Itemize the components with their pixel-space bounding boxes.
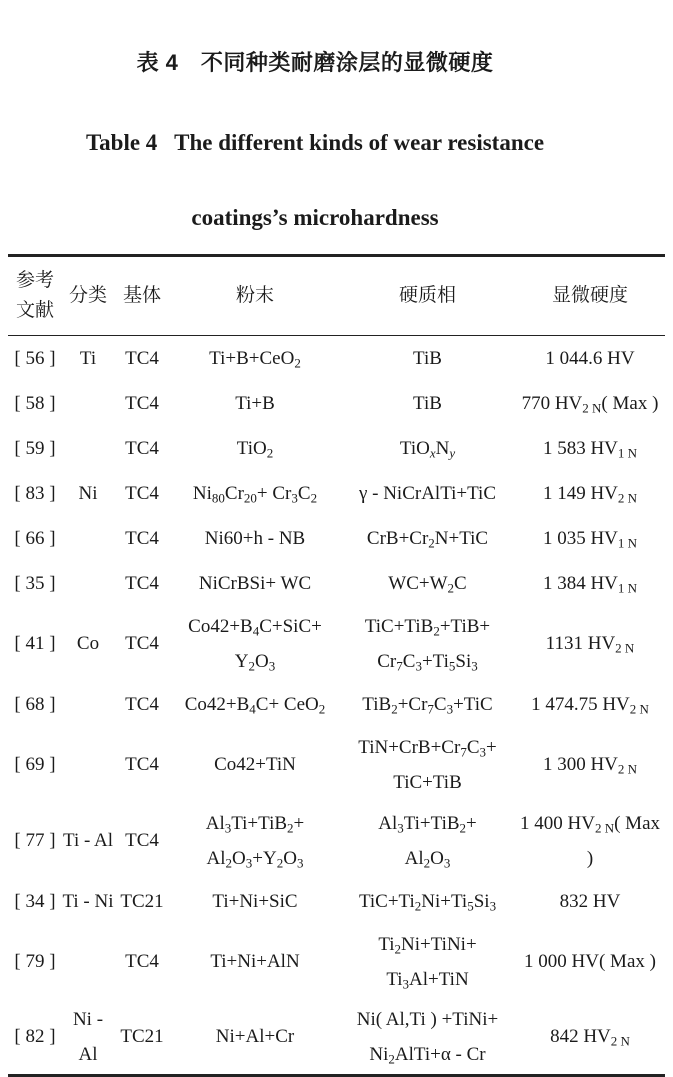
cell-phase: $Al_3Ti+TiB_2+$ $Al_2O_3$ [378,812,477,871]
cell-substrate: TC4 [125,951,159,972]
cell-hardness: 1 000 HV( Max ) [524,951,656,972]
cell-phase: $TiN+CrB+Cr_7C_3+$ TiC+TiB [358,736,497,793]
table-row [8,561,665,606]
cell-substrate: TC21 [120,1026,164,1048]
cell-powder: Ti+Ni+AlN [210,951,300,972]
cell-phase: TiC+TiB$_2$+TiB+ $Cr_7C_3+Ti_5Si_3$ [364,615,491,674]
cell-powder: Ti+Ni+SiC [212,890,298,912]
cell-category [62,516,114,561]
cell-ref: [ 82 ] [14,1026,56,1048]
table-row [8,803,665,879]
cell-hardness: 1 583 $HV_{1 N}$ [542,437,638,461]
cell-hardness: 1131 $HV_{2 N}$ [545,633,635,656]
column-header-4: 硬质相 [398,285,456,306]
cell-powder: Co42+TiN [214,754,296,775]
cell-ref: [ 66 ] [14,527,56,549]
cell-ref: [ 34 ] [14,890,56,912]
cell-powder: $Ni_{80}Cr_{20}+ Cr_3C_2$ [192,482,318,506]
table-title-zh: 表 4 不同种类耐磨涂层的显微硬度 [136,50,494,75]
cell-phase: Ni( Al,Ti ) +TiNi+ $Ni_2AlTi+\alpha - Cr$ [356,1008,499,1067]
cell-substrate: TC4 [125,830,159,851]
cell-ref: [ 41 ] [14,633,56,654]
cell-category [62,426,114,471]
cell-hardness: 770 $HV_{2 N}$( Max ) [521,392,659,416]
cell-ref: [ 69 ] [14,754,56,775]
cell-powder: TiO$_2$ [236,437,274,461]
table-row [8,924,665,1000]
cell-category [62,561,114,606]
table-row [8,516,665,561]
cell-category [62,381,114,426]
table-row [8,381,665,426]
cell-ref: [ 77 ] [14,830,56,851]
cell-category: Ni [78,482,98,504]
cell-powder: $Al_3Ti+TiB_2+$ $Al_2O_3+Y_2O_3$ [205,812,305,871]
cell-substrate: TC21 [120,890,164,912]
table-header-row [8,256,665,336]
cell-phase: $TiO_xN_y$ [399,437,456,461]
cell-substrate: TC4 [125,754,159,775]
cell-ref: [ 83 ] [14,482,56,504]
table-row [8,471,665,516]
cell-category [62,682,114,727]
cell-substrate: TC4 [125,437,159,459]
cell-substrate: TC4 [125,527,159,549]
table-title-en-line1: Table 4 The different kinds of wear resistance [85,130,545,155]
cell-category: Ti [79,347,97,369]
cell-substrate: TC4 [125,392,159,414]
cell-phase: $WC+W_2C$ [388,572,467,596]
cell-phase: TiB [413,392,442,414]
cell-phase: $TiB_2+Cr_7C_3+TiC$ [362,693,493,717]
cell-hardness: 1 474.75 $HV_{2 N}$ [531,693,649,717]
cell-substrate: TC4 [125,633,159,654]
cell-phase: $Ti_2Ni+TiNi+$ $Ti_3Al+TiN$ [378,933,477,992]
table-row [8,606,665,682]
table-row [8,336,665,381]
cell-hardness: 1 035 $HV_{1 N}$ [542,527,638,551]
cell-category [62,924,114,1000]
cell-hardness: 1 044.6 HV [545,347,635,369]
column-header-2: 基体 [122,285,161,306]
cell-phase: $TiC+Ti_2Ni+Ti_5Si_3$ [358,890,497,914]
column-header-3: 粉末 [235,285,274,306]
cell-category [62,727,114,803]
cell-ref: [ 68 ] [14,693,56,715]
cell-powder: $Co42+B_4C+SiC+$ $Y_2O_3$ [188,615,322,674]
column-header-5: 显微硬度 [551,285,628,306]
cell-ref: [ 35 ] [14,572,56,594]
cell-ref: [ 58 ] [14,392,56,414]
cell-category: Ti - Al [63,830,113,851]
cell-ref: [ 56 ] [14,347,56,369]
column-header-0: 参考 文献 [15,270,54,321]
table-row [8,727,665,803]
cell-powder: $Co42+B_4C+ CeO_2$ [184,693,326,717]
cell-ref: [ 79 ] [14,951,56,972]
cell-category: Ni - Al [72,1008,104,1065]
cell-category: Co [76,633,100,654]
cell-hardness: 842 $HV_{2 N}$ [550,1026,630,1049]
cell-category: Ti - Ni [62,890,114,912]
cell-hardness: 832 HV [559,890,621,912]
cell-powder: Ti+B+CeO$_2$ [209,347,301,371]
cell-powder: Ni60+h - NB [204,527,306,549]
table-row [8,879,665,924]
cell-hardness: 1 384 $HV_{1 N}$ [542,572,638,596]
cell-substrate: TC4 [125,482,159,504]
cell-powder: NiCrBSi+ WC [198,572,312,594]
cell-phase: γ - NiCrAlTi+TiC [358,482,497,504]
cell-substrate: TC4 [125,693,159,715]
cell-substrate: TC4 [125,347,159,369]
cell-ref: [ 59 ] [14,437,56,459]
cell-powder: Ti+B [235,392,275,414]
cell-substrate: TC4 [125,572,159,594]
cell-hardness: 1 300 $HV_{2 N}$ [542,754,638,777]
column-header-1: 分类 [68,285,107,306]
table-title-en-line2: coatings’s microhardness [191,205,439,230]
cell-phase: TiB [413,347,442,369]
cell-powder: Ni+Al+Cr [215,1026,295,1048]
cell-hardness: 1 149 $HV_{2 N}$ [542,482,638,506]
table-row [8,1000,665,1076]
cell-hardness: 1 400 $HV_{2 N}$( Max ) [520,812,660,869]
microhardness-table [8,254,665,1077]
table-row [8,682,665,727]
table-row [8,426,665,471]
table-caption [0,0,630,251]
cell-phase: $CrB+Cr_2N+TiC$ [366,527,489,551]
